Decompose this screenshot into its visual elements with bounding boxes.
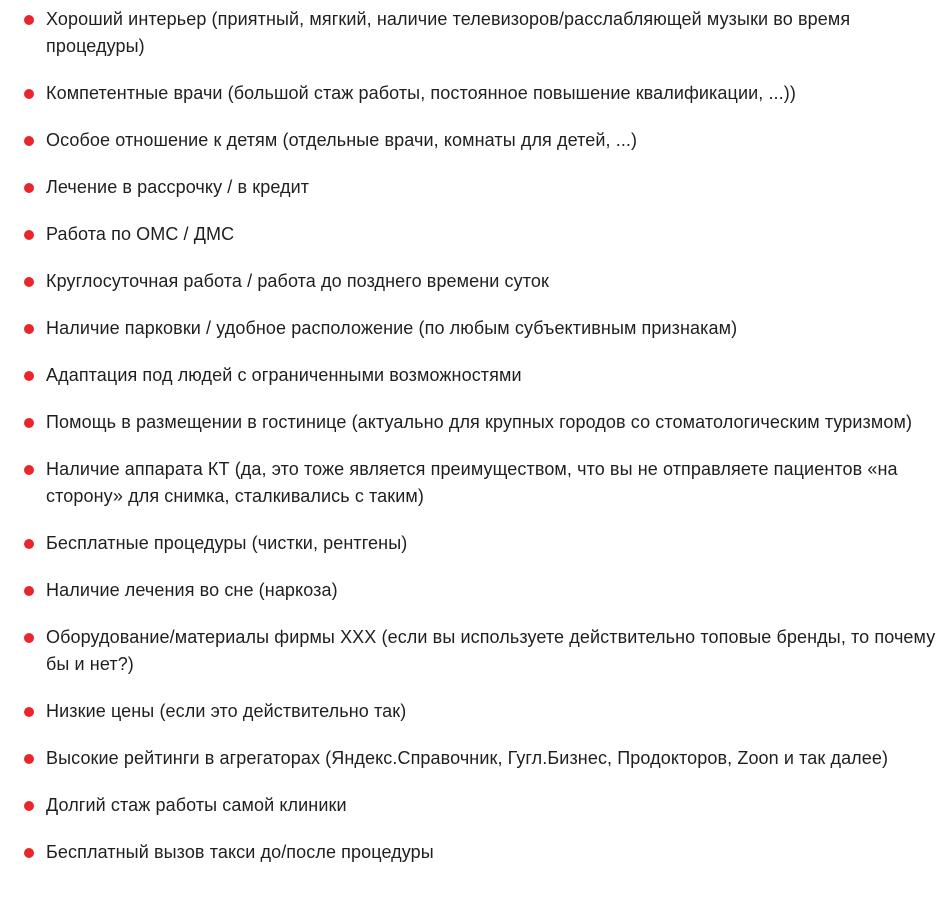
list-item-text: Помощь в размещении в гостинице (актуально для крупных городов со стоматологическим туризмом) bbox=[46, 412, 913, 432]
bullet-dot-icon bbox=[24, 539, 34, 549]
list-item-text: Круглосуточная работа / работа до позднего времени суток bbox=[46, 271, 549, 291]
list-item-text: Низкие цены (если это действительно так) bbox=[46, 701, 407, 721]
list-item bbox=[0, 362, 940, 389]
list-item-text: Долгий стаж работы самой клиники bbox=[46, 795, 347, 815]
list-item bbox=[0, 268, 940, 295]
bullet-dot-icon bbox=[24, 89, 34, 99]
list-item-text: Хороший интерьер (приятный, мягкий, наличие телевизоров/расслабляющей музыки во время процедуры) bbox=[46, 9, 851, 56]
list-item bbox=[0, 80, 940, 107]
list-item bbox=[0, 792, 940, 819]
list-item-text: Лечение в рассрочку / в кредит bbox=[46, 177, 310, 197]
list-item-text: Бесплатные процедуры (чистки, рентгены) bbox=[46, 533, 408, 553]
bullet-dot-icon bbox=[24, 418, 34, 428]
bullet-dot-icon bbox=[24, 230, 34, 240]
list-item-text: Бесплатный вызов такси до/после процедуры bbox=[46, 842, 434, 862]
list-item-text: Наличие лечения во сне (наркоза) bbox=[46, 580, 338, 600]
list-item bbox=[0, 530, 940, 557]
list-item bbox=[0, 456, 940, 510]
list-item bbox=[0, 839, 940, 866]
list-item bbox=[0, 6, 940, 60]
list-item bbox=[0, 698, 940, 725]
list-item-text: Компетентные врачи (большой стаж работы, постоянное повышение квалификации, ...)) bbox=[46, 83, 796, 103]
bullet-dot-icon bbox=[24, 754, 34, 764]
list-item-text: Высокие рейтинги в агрегаторах (Яндекс.Справочник, Гугл.Бизнес, Продокторов, Zoon и так далее) bbox=[46, 748, 889, 768]
bullet-dot-icon bbox=[24, 183, 34, 193]
list-item bbox=[0, 127, 940, 154]
list-item bbox=[0, 577, 940, 604]
list-item-text: Особое отношение к детям (отдельные врачи, комнаты для детей, ...) bbox=[46, 130, 638, 150]
list-item-text: Наличие аппарата КТ (да, это тоже является преимуществом, что вы не отправляете пациентов «на сторону» для снимка, сталкивались с таким) bbox=[46, 459, 898, 506]
bullet-dot-icon bbox=[24, 15, 34, 25]
bullet-dot-icon bbox=[24, 707, 34, 717]
bullet-dot-icon bbox=[24, 586, 34, 596]
list-item-text: Адаптация под людей с ограниченными возможностями bbox=[46, 365, 522, 385]
bullet-dot-icon bbox=[24, 801, 34, 811]
bullet-dot-icon bbox=[24, 848, 34, 858]
bullet-dot-icon bbox=[24, 465, 34, 475]
bullet-dot-icon bbox=[24, 324, 34, 334]
list-item bbox=[0, 174, 940, 201]
list-item-text: Работа по ОМС / ДМС bbox=[46, 224, 235, 244]
advantages-list bbox=[0, 6, 940, 886]
list-item bbox=[0, 409, 940, 436]
bullet-dot-icon bbox=[24, 277, 34, 287]
list-item-text: Оборудование/материалы фирмы XXX (если вы используете действительно топовые бренды, то почему бы и нет?) bbox=[46, 627, 936, 674]
bullet-dot-icon bbox=[24, 371, 34, 381]
bullet-dot-icon bbox=[24, 136, 34, 146]
list-item bbox=[0, 221, 940, 248]
bullet-dot-icon bbox=[24, 633, 34, 643]
list-item bbox=[0, 745, 940, 772]
list-item bbox=[0, 624, 940, 678]
list-item-text: Наличие парковки / удобное расположение (по любым субъективным признакам) bbox=[46, 318, 738, 338]
list-item bbox=[0, 315, 940, 342]
